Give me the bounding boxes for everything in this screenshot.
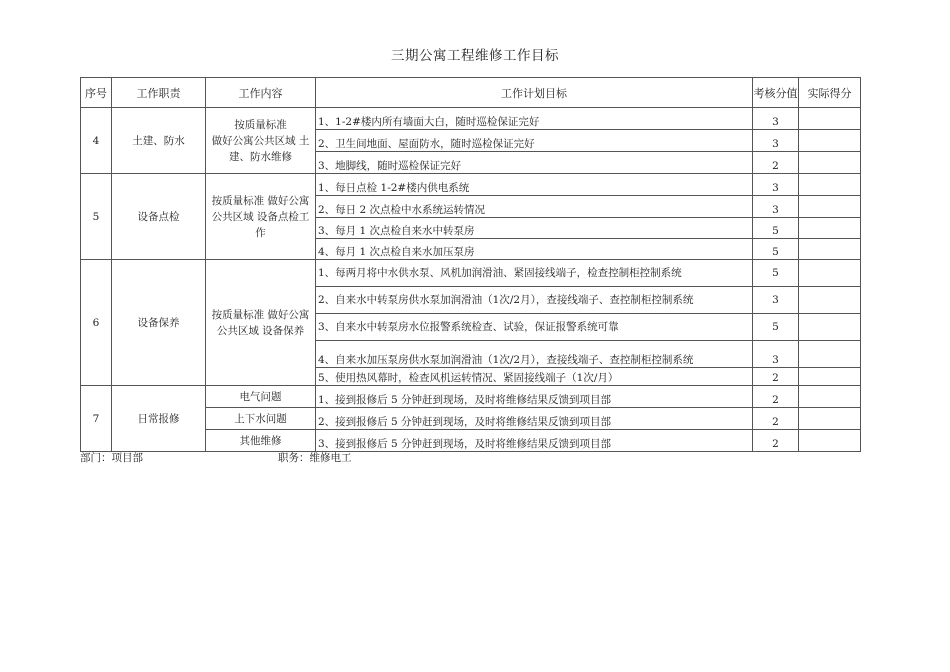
header-score: 考核分值: [753, 78, 799, 108]
actual-score-cell: [799, 218, 861, 239]
goal-cell: 1、接到报修后 5 分钟赶到现场，及时将维修结果反馈到项目部: [316, 386, 753, 408]
actual-score-cell: [799, 314, 861, 341]
goal-cell: 1、每两月将中水供水泵、风机加润滑油、紧固接线端子，检查控制柜控制系统: [316, 260, 753, 287]
item-content: 其他维修: [206, 430, 316, 452]
goal-cell: 4、每月 1 次点检自来水加压泵房: [316, 239, 753, 260]
actual-score-cell: [799, 130, 861, 152]
score-cell: 5: [753, 260, 799, 287]
goal-cell: 3、地脚线，随时巡检保证完好: [316, 152, 753, 174]
goal-cell: 3、自来水中转泵房水位报警系统检查、试验，保证报警系统可靠: [316, 314, 753, 341]
actual-score-cell: [799, 239, 861, 260]
footer-department: 部门：项目部: [80, 452, 143, 464]
goal-cell: 2、自来水中转泵房供水泵加润滑油（1次/2月），查接线端子、查控制柜控制系统: [316, 287, 753, 314]
score-cell: 3: [753, 174, 799, 196]
header-no: 序号: [81, 78, 112, 108]
actual-score-cell: [799, 386, 861, 408]
actual-score-cell: [799, 408, 861, 430]
goal-cell: 3、每月 1 次点检自来水中转泵房: [316, 218, 753, 239]
goal-cell: 4、自来水加压泵房供水泵加润滑油（1次/2月），查接线端子、查控制柜控制系统: [316, 341, 753, 368]
goal-cell: 3、接到报修后 5 分钟赶到现场，及时将维修结果反馈到项目部: [316, 430, 753, 452]
goal-cell: 1、每日点检 1-2#楼内供电系统: [316, 174, 753, 196]
group-duty: 日常报修: [112, 386, 206, 452]
score-cell: 5: [753, 218, 799, 239]
header-goal: 工作计划目标: [316, 78, 753, 108]
page-title: 三期公寓工程维修工作目标: [391, 48, 559, 64]
actual-score-cell: [799, 196, 861, 218]
score-cell: 2: [753, 368, 799, 386]
table-row: [81, 260, 861, 287]
goal-cell: 2、每日 2 次点检中水系统运转情况: [316, 196, 753, 218]
table-header-row: [81, 78, 861, 108]
group-duty: 土建、防水: [112, 108, 206, 174]
actual-score-cell: [799, 152, 861, 174]
score-cell: 2: [753, 386, 799, 408]
score-cell: 3: [753, 196, 799, 218]
score-cell: 2: [753, 430, 799, 452]
score-cell: 2: [753, 408, 799, 430]
actual-score-cell: [799, 368, 861, 386]
goal-cell: 1、1-2#楼内所有墙面大白，随时巡检保证完好: [316, 108, 753, 130]
actual-score-cell: [799, 341, 861, 368]
group-content: 按质量标准 做好公寓公共区域 土建、防水维修: [206, 108, 316, 174]
work-goal-table: [80, 77, 861, 452]
group-content: 按质量标准 做好公寓公共区域 设备点检工作: [206, 174, 316, 260]
table-row: [81, 174, 861, 196]
score-cell: 3: [753, 287, 799, 314]
footer-position: 职务：维修电工: [278, 452, 352, 464]
group-content: 按质量标准 做好公寓公共区域 设备保养: [206, 260, 316, 386]
score-cell: 5: [753, 239, 799, 260]
group-number: 4: [81, 108, 112, 174]
score-cell: 2: [753, 152, 799, 174]
group-number: 6: [81, 260, 112, 386]
group-duty: 设备点检: [112, 174, 206, 260]
goal-cell: 2、卫生间地面、屋面防水，随时巡检保证完好: [316, 130, 753, 152]
header-content: 工作内容: [206, 78, 316, 108]
group-number: 7: [81, 386, 112, 452]
actual-score-cell: [799, 108, 861, 130]
group-duty: 设备保养: [112, 260, 206, 386]
actual-score-cell: [799, 174, 861, 196]
score-cell: 3: [753, 341, 799, 368]
actual-score-cell: [799, 260, 861, 287]
goal-cell: 5、使用热风幕时，检查风机运转情况、紧固接线端子（1次/月）: [316, 368, 753, 386]
header-actual: 实际得分: [799, 78, 861, 108]
score-cell: 3: [753, 108, 799, 130]
score-cell: 5: [753, 314, 799, 341]
table-row: [81, 108, 861, 130]
item-content: 电气问题: [206, 386, 316, 408]
item-content: 上下水问题: [206, 408, 316, 430]
table-row: [81, 386, 861, 408]
group-number: 5: [81, 174, 112, 260]
actual-score-cell: [799, 287, 861, 314]
header-duty: 工作职责: [112, 78, 206, 108]
score-cell: 3: [753, 130, 799, 152]
goal-cell: 2、接到报修后 5 分钟赶到现场，及时将维修结果反馈到项目部: [316, 408, 753, 430]
actual-score-cell: [799, 430, 861, 452]
